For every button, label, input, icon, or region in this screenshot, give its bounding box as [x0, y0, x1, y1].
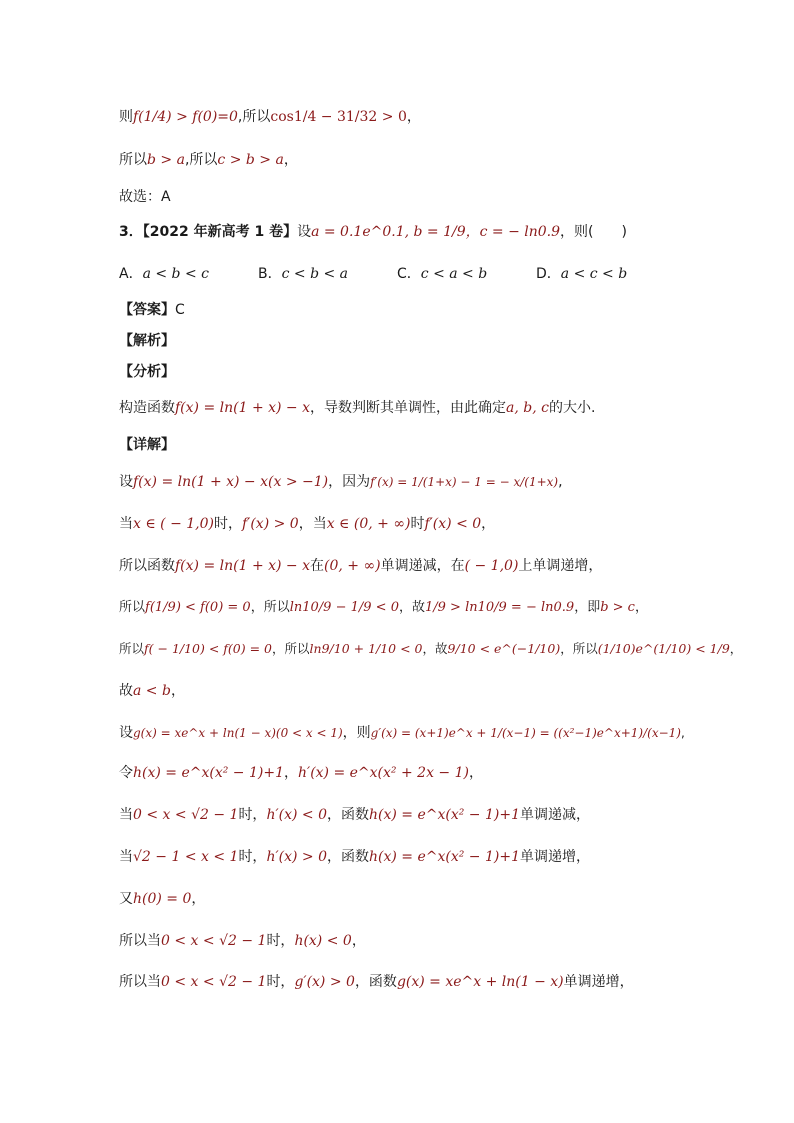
text: ， [468, 765, 483, 781]
math-expression: (0, + ∞) [324, 558, 381, 574]
math-expression: g(x) = xe^x + ln(1 − x) [396, 974, 564, 990]
question-number: 3． [119, 224, 143, 240]
text-line [119, 971, 754, 993]
text: ，函数 [354, 974, 397, 990]
text: 时， [238, 849, 267, 865]
answer-line [119, 299, 754, 321]
analysis-label: 【解析】 [119, 333, 175, 349]
text-line [119, 680, 754, 702]
option-d [536, 263, 627, 283]
text: 所以 [119, 600, 146, 615]
math-expression: h(x) = e^x(x² − 1)+1 [369, 807, 520, 823]
text-line [119, 804, 754, 826]
math-expression: f(x) = ln(1 + x) − x(x > −1) [133, 474, 329, 490]
text-line [119, 888, 754, 910]
text: 构造函数 [119, 400, 175, 416]
math-expression: a, b, c [506, 400, 549, 416]
math-expression: f( − 1/10) < f(0) = 0 [144, 641, 273, 656]
math-expression: 0 < x < √2 − 1 [161, 933, 267, 949]
detail-heading [119, 434, 754, 456]
text: ，即 [574, 600, 601, 615]
text-line [119, 597, 754, 619]
text: 时， [266, 933, 295, 949]
text-line [119, 106, 754, 128]
text: ， [406, 109, 421, 125]
text: ， [191, 891, 206, 907]
math-expression: (1/10)e^(1/10) < 1/9 [597, 641, 730, 656]
text: 在 [310, 558, 325, 574]
text: 设 [119, 725, 133, 741]
text: ，故 [422, 641, 448, 656]
text-line [119, 149, 754, 171]
text: 单调递增， [563, 974, 634, 990]
math-expression: h′(x) = e^x(x² + 2x − 1) [298, 765, 469, 781]
math-expression: √2 − 1 < x < 1 [133, 849, 239, 865]
text: ，函数 [327, 849, 369, 865]
text: 又 [119, 891, 133, 907]
option-label: B． [258, 266, 282, 282]
text: 当 [119, 516, 133, 532]
math-expression: h(x) = e^x(x² − 1)+1 [133, 765, 284, 781]
math-expression: g′(x) > 0 [294, 974, 355, 990]
math-expression: h(0) = 0 [133, 891, 192, 907]
math-expression: ( − 1,0) [464, 558, 519, 574]
text: 时 [410, 516, 425, 532]
text-line [119, 722, 754, 744]
text-line [119, 513, 754, 535]
text: ，故 [398, 600, 425, 615]
text: , [680, 726, 685, 740]
text: 故 [119, 683, 133, 699]
text: 当 [119, 849, 133, 865]
option-label: A． [119, 266, 143, 282]
text: ，所以 [272, 641, 310, 656]
text: ， [481, 516, 496, 532]
option-c [397, 263, 487, 283]
text: ，函数 [327, 807, 369, 823]
math-expression: f(x) = ln(1 + x) − x [175, 400, 311, 416]
math-expression: ln9/10 + 1/10 < 0 [309, 641, 423, 656]
detail-label: 【详解】 [119, 437, 175, 453]
text: ， [283, 152, 298, 168]
math-expression: a = 0.1e^0.1, b = 1/9，c = − ln0.9 [311, 224, 561, 240]
option-math: c < b < a [281, 266, 349, 282]
math-expression: 1/9 > ln10/9 = − ln0.9 [424, 600, 575, 615]
text: 单调递减，在 [380, 558, 465, 574]
text: 单调递增， [520, 849, 590, 865]
text: , [558, 474, 563, 490]
fenxi-heading [119, 361, 754, 383]
answer-value: C [175, 302, 185, 318]
math-expression: b > a [147, 152, 185, 168]
text: 所以 [119, 641, 145, 656]
question-source: 【2022 年新高考 1 卷】 [142, 224, 298, 240]
math-expression: 9/10 < e^(−1/10) [447, 641, 561, 656]
text: ， [634, 600, 648, 615]
math-expression: h(x) = e^x(x² − 1)+1 [369, 849, 520, 865]
answer-choice-text: 故选：A [119, 189, 171, 205]
text: ，则 [342, 725, 371, 741]
text: ，因为 [328, 474, 371, 490]
text: 单调递减， [520, 807, 590, 823]
option-math: c < a < b [420, 266, 488, 282]
math-expression: h(x) < 0 [294, 933, 352, 949]
answer-label: 【答案】 [119, 302, 175, 318]
text: 设 [119, 474, 133, 490]
text-line [119, 638, 754, 660]
text-line [119, 186, 754, 208]
text: ， [284, 765, 298, 781]
text: 则 [119, 109, 133, 125]
text-line [119, 762, 754, 784]
math-expression: g′(x) = (x+1)e^x + 1/(x−1) = ((x²−1)e^x+1)/(x−1) [370, 726, 681, 740]
text-line [119, 555, 754, 577]
text: 设 [297, 224, 312, 240]
math-expression: f′(x) > 0 [241, 516, 299, 532]
math-expression: f′(x) < 0 [424, 516, 482, 532]
option-b [258, 263, 348, 283]
question-stem [119, 221, 754, 243]
analysis-heading [119, 330, 754, 352]
text-line [119, 930, 754, 952]
text: ，则( ) [560, 224, 627, 240]
math-expression: h′(x) > 0 [266, 849, 327, 865]
option-math: a < b < c [142, 266, 209, 282]
option-label: C． [397, 266, 421, 282]
text: 时， [238, 807, 267, 823]
text: 上单调递增， [518, 558, 603, 574]
text: ， [729, 641, 743, 656]
math-expression: 0 < x < √2 − 1 [161, 974, 267, 990]
option-math: a < c < b [560, 266, 628, 282]
text: 当 [119, 807, 133, 823]
math-expression: h′(x) < 0 [266, 807, 327, 823]
math-expression: 0 < x < √2 − 1 [133, 807, 239, 823]
text: 时， [213, 516, 242, 532]
text: ，当 [298, 516, 327, 532]
text: ，导数判断其单调性，由此确定 [310, 400, 507, 416]
math-expression: ln10/9 − 1/9 < 0 [289, 600, 399, 615]
math-expression: f(x) = ln(1 + x) − x [175, 558, 311, 574]
math-expression: f′(x) = 1/(1+x) − 1 = − x/(1+x) [370, 475, 559, 489]
math-expression: g(x) = xe^x + ln(1 − x)(0 < x < 1) [133, 726, 343, 740]
math-expression: b > c [600, 600, 635, 615]
math-expression: f(1/9) < f(0) = 0 [145, 600, 251, 615]
math-expression: cos1/4 − 31/32 > 0 [270, 109, 407, 125]
math-expression: a < b [133, 683, 171, 699]
text: ， [351, 933, 366, 949]
math-expression: f(1/4) > f(0)=0 [133, 109, 238, 125]
option-a [119, 263, 209, 283]
text: 的大小. [548, 400, 596, 416]
text: ， [170, 683, 185, 699]
text: 所以当 [119, 933, 161, 949]
math-expression: x ∈ (0, + ∞) [326, 516, 411, 532]
math-expression: x ∈ ( − 1,0) [133, 516, 214, 532]
text: ,所以 [237, 109, 271, 125]
text: ，所以 [560, 641, 598, 656]
text-line [119, 846, 754, 868]
option-label: D． [536, 266, 561, 282]
math-expression: c > b > a [217, 152, 284, 168]
text: 令 [119, 765, 133, 781]
text: 时， [266, 974, 295, 990]
text-line [119, 471, 754, 493]
text-line [119, 397, 754, 419]
fenxi-label: 【分析】 [119, 364, 175, 380]
text: 所以当 [119, 974, 161, 990]
text: 所以 [119, 152, 147, 168]
text: 所以函数 [119, 558, 175, 574]
text: ,所以 [184, 152, 218, 168]
text: ，所以 [250, 600, 290, 615]
